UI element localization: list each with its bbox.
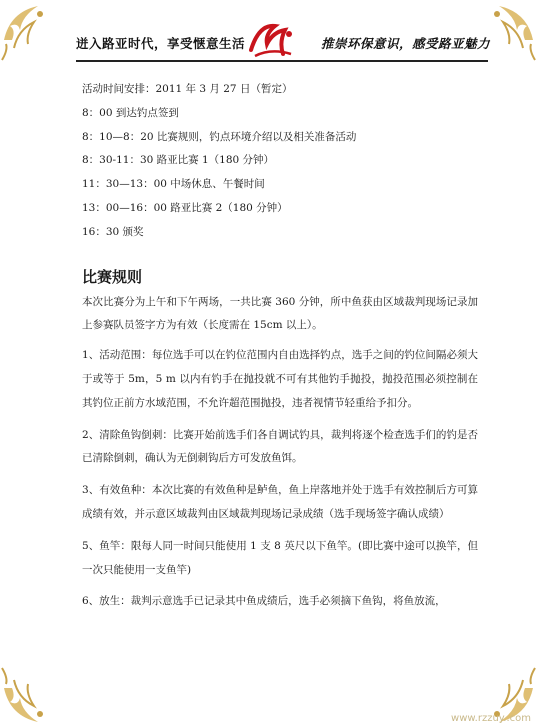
schedule-line: 13：00—16：00 路亚比赛 2（180 分钟） — [82, 201, 288, 214]
schedule-line: 8：10—8：20 比赛规则，钓点环境介绍以及相关准备活动 — [82, 130, 357, 143]
rules-paragraph: 6、放生：裁判示意选手已记录其中鱼成绩后，选手必须摘下鱼钩，将鱼放流， — [82, 595, 446, 608]
rules-section — [82, 291, 478, 615]
rules-paragraph: 本次比赛分为上午和下午两场，一共比赛 360 分钟，所中鱼获由区域裁判现场记录加上参赛队员签字方为有效（长度需在 15cm 以上）。 — [82, 295, 478, 332]
header-slogan-right: 推崇环保意识，感受路亚魅力 — [320, 36, 490, 51]
schedule-section — [82, 78, 478, 245]
schedule-line: 8：30-11：30 路亚比赛 1（180 分钟） — [82, 154, 275, 167]
schedule-line: 8：00 到达钓点签到 — [82, 106, 179, 119]
document-body — [82, 78, 478, 614]
rules-paragraph: 3、有效鱼种：本次比赛的有效鱼种是鲈鱼，鱼上岸落地并处于选手有效控制后方可算成绩有效，并示意区域裁判由区域裁判现场记录成绩（选手现场签字确认成绩） — [82, 484, 478, 520]
schedule-line: 16：30 颁奖 — [82, 225, 144, 238]
rules-heading: 比赛规则 — [82, 267, 143, 286]
rules-paragraph: 1、活动范围：每位选手可以在钓位范围内自由选择钓点，选手之间的钓位间隔必须大于或等于 5m，5 m 以内有钓手在抛投就不可有其他钓手抛投，抛投范围必须控制在其钓位正前方水域范围，不允许超范围抛投，违者视情节轻重给予扣分。 — [82, 349, 478, 409]
header-divider — [76, 60, 488, 62]
site-watermark: www.rzzuy..com — [451, 713, 531, 724]
header-slogan-left: 迸入路亚时代，享受惬意生活 — [76, 36, 246, 51]
corner-ornament-bottom-left — [0, 658, 70, 728]
brand-logo — [245, 20, 297, 62]
page-header — [60, 28, 490, 58]
schedule-line: 11：30—13：00 中场休息、午餐时间 — [82, 178, 265, 191]
schedule-line: 活动时间安排：2011 年 3 月 27 日（暂定） — [82, 83, 293, 95]
rules-paragraph: 2、清除鱼钩倒刺：比赛开始前选手们各自调试钓具，裁判将逐个检查选手们的钓是否已清除倒刺，确认为无倒刺钩后方可发放鱼饵。 — [82, 428, 478, 465]
rules-paragraph: 5、鱼竿：限每人同一时间只能使用 1 支 8 英尺以下鱼竿。(即比赛中途可以换竿，但一次只能使用一支鱼竿) — [82, 539, 478, 576]
